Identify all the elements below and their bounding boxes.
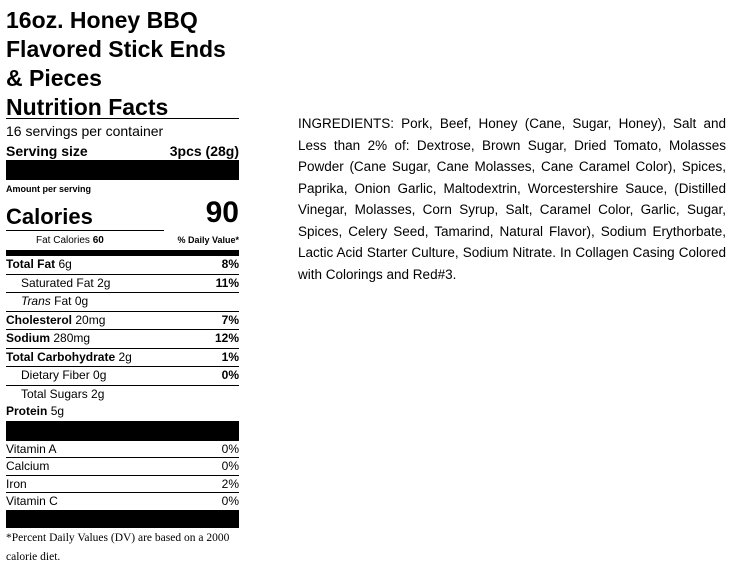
- nutrient-name: Dietary Fiber: [21, 368, 90, 382]
- nutrient-amount: 2g: [91, 386, 105, 401]
- vitamin-dv: 2%: [221, 476, 239, 491]
- title-line: Nutrition Facts: [6, 94, 169, 120]
- nutrient-amount: 0g: [93, 368, 107, 382]
- nutrient-dv: 1%: [221, 349, 239, 364]
- thick-divider: [6, 421, 239, 441]
- servings-per-container: 16 servings per container: [6, 123, 164, 139]
- serving-size-row: [6, 142, 239, 160]
- calories-label: Calories: [6, 204, 93, 229]
- nutrient-row-total-carbohydrate: [6, 349, 239, 368]
- nutrient-row-total-sugars: [6, 386, 239, 404]
- title-line: Flavored Stick Ends: [6, 36, 226, 62]
- nutrient-dv: 0%: [221, 368, 239, 382]
- vitamin-row-vitamin-c: [6, 493, 239, 510]
- nutrient-name: Total Sugars: [21, 386, 88, 401]
- nutrient-dv: 12%: [214, 331, 239, 345]
- vitamin-dv: 0%: [221, 441, 239, 456]
- nutrient-amount: 5g: [50, 404, 65, 418]
- fat-calories-row: [6, 230, 239, 250]
- nutrient-row-trans-fat: [6, 293, 239, 312]
- product-title: [6, 6, 256, 122]
- daily-value-footnote: *Percent Daily Values (DV) are based on a 2000 calorie diet.: [6, 531, 230, 563]
- nutrient-row-protein: [6, 403, 239, 421]
- title-line: & Pieces: [6, 65, 102, 91]
- vitamin-row-calcium: [6, 458, 239, 476]
- nutrient-dv: 7%: [221, 312, 239, 327]
- nutrient-name: Sodium: [6, 331, 50, 345]
- nutrient-amount: 6g: [58, 257, 72, 271]
- thick-divider: [6, 160, 239, 180]
- title-line: 16oz. Honey BBQ: [6, 7, 198, 33]
- nutrient-name-italic: Trans: [21, 294, 51, 308]
- nutrient-row-total-fat: [6, 256, 239, 275]
- serving-size-label: Serving size: [6, 143, 88, 159]
- nutrient-row-sodium: [6, 330, 239, 349]
- nutrient-name: Protein: [6, 404, 48, 418]
- fat-calories-value: 60: [92, 235, 104, 246]
- fat-calories-label: Fat Calories: [36, 235, 90, 246]
- vitamin-dv: 0%: [221, 494, 239, 508]
- nutrient-name: Saturated Fat: [21, 275, 94, 290]
- nutrient-name: Total Fat: [6, 257, 56, 271]
- vitamin-name: Calcium: [6, 459, 50, 473]
- ingredients-text: [298, 113, 726, 285]
- calories-row: [6, 196, 239, 230]
- vitamin-name: Iron: [6, 476, 27, 491]
- nutrition-facts-panel: [6, 118, 239, 567]
- nutrient-name: Total Carbohydrate: [6, 349, 116, 364]
- serving-size-value: 3pcs (28g): [169, 143, 239, 159]
- calories-value: 90: [205, 196, 239, 229]
- nutrient-dv: 8%: [221, 257, 239, 271]
- vitamin-name: Vitamin A: [6, 441, 57, 456]
- vitamin-name: Vitamin C: [6, 494, 58, 508]
- vitamin-row-iron: [6, 476, 239, 494]
- nutrient-row-dietary-fiber: [6, 367, 239, 386]
- fat-calories: [6, 230, 164, 250]
- ingredients-paragraph: INGREDIENTS: Pork, Beef, Honey (Cane, Sugar, Honey), Salt and Less than 2% of: Dextrose, Brown Sugar, Dried Tomato, Molasses Powder (Cane Sugar, Cane Molasses, Cane Caramel Color), Spices, Paprika, Onion Garlic, Maltodextrin, Worcestershire Sauce, (Distilled Vinegar, Molasses, Corn Syrup, Salt, Caramel Color, Garlic, Sugar, Spices, Celery Seed, Tamarind, Natural Flavor), Sodium Erythorbate, Lactic Acid Starter Culture, Sodium Nitrate. In Collagen Casing Colored with Colorings and Red#3.: [298, 116, 726, 282]
- nutrient-amount: 20mg: [75, 312, 106, 327]
- thick-divider: [6, 510, 239, 528]
- nutrient-amount: 280mg: [53, 331, 91, 345]
- nutrient-dv: 11%: [215, 275, 239, 290]
- nutrient-row-saturated-fat: [6, 275, 239, 294]
- nutrient-amount: 2g: [97, 275, 111, 290]
- nutrient-row-cholesterol: [6, 312, 239, 331]
- amount-per-serving: Amount per serving: [6, 184, 92, 194]
- nutrient-amount: 0g: [74, 294, 89, 308]
- daily-value-header: % Daily Value*: [177, 235, 239, 245]
- vitamin-row-vitamin-a: [6, 441, 239, 459]
- nutrient-name: Fat: [54, 294, 72, 308]
- nutrient-amount: 2g: [118, 349, 132, 364]
- nutrient-name: Cholesterol: [6, 312, 73, 327]
- divider: [6, 118, 239, 119]
- vitamin-dv: 0%: [221, 459, 239, 473]
